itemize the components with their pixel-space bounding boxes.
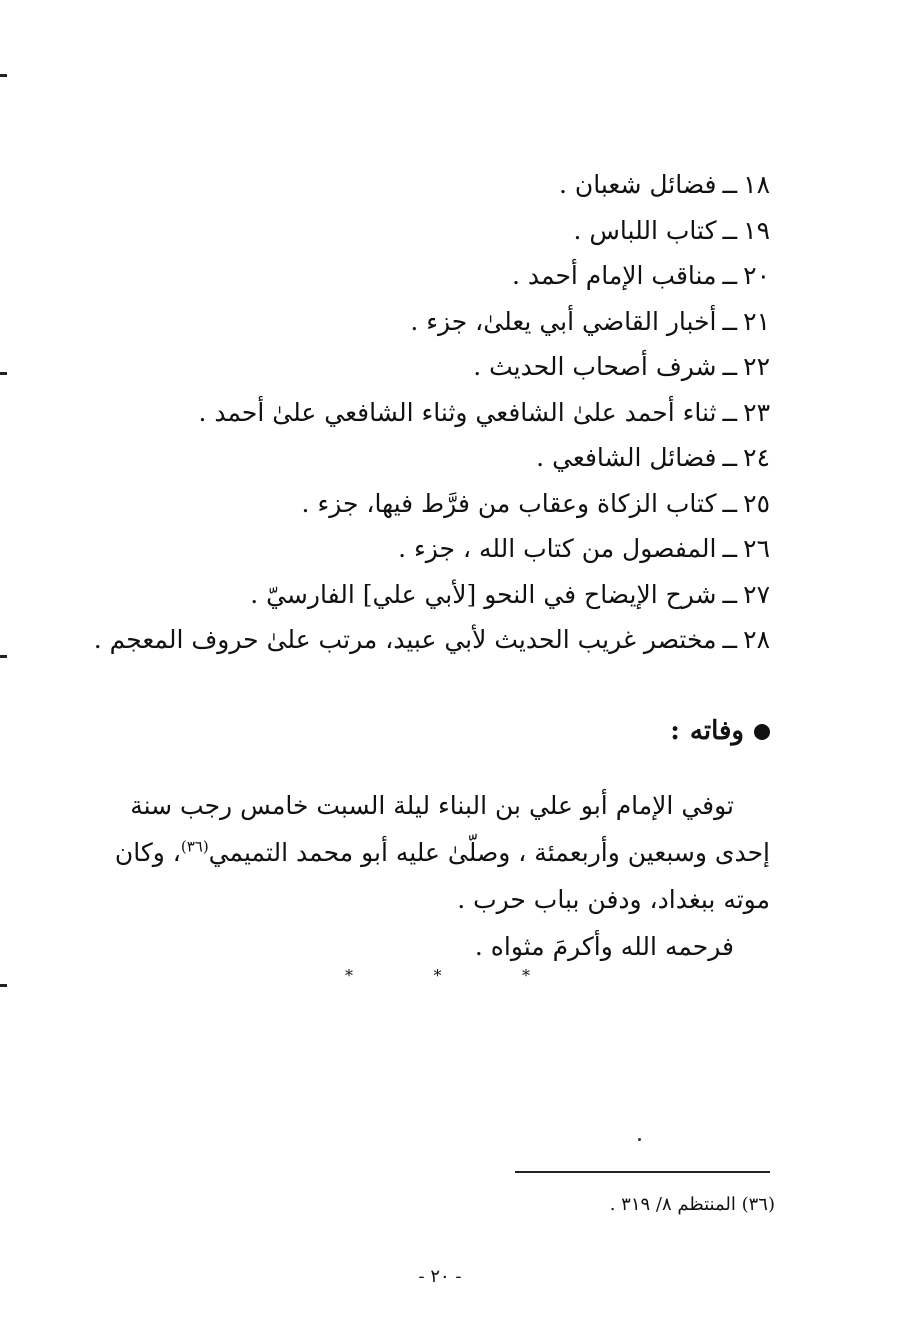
paragraph-line: فرحمه الله وأكرمَ مثواه . — [474, 932, 734, 961]
footnote-reference[interactable]: (٣٦) — [180, 837, 209, 856]
paragraph-line — [98, 829, 770, 876]
item-dash: ــ — [722, 397, 738, 427]
item-dash: ــ — [722, 170, 738, 199]
item-number: ٢٤ — [743, 443, 770, 472]
star-icon: * — [345, 966, 353, 985]
bullet-icon — [754, 724, 770, 740]
item-text: مناقب الإمام أحمد . — [511, 261, 717, 290]
works-list — [70, 162, 770, 663]
item-text: المفصول من كتاب الله ، جزء . — [398, 534, 717, 563]
item-text: فضائل الشافعي . — [536, 443, 717, 472]
item-text: كتاب اللباس . — [573, 215, 717, 245]
list-item — [70, 253, 770, 299]
margin-mark — [0, 372, 7, 375]
item-dash: ــ — [722, 488, 738, 518]
footnote-divider — [515, 1171, 770, 1173]
paragraph-line: توفي الإمام أبو علي بن البناء ليلة السبت خامس رجب سنة — [130, 791, 734, 820]
item-text: أخبار القاضي أبي يعلىٰ، جزء . — [410, 306, 717, 336]
item-text: شرح الإيضاح في النحو [لأبي علي] الفارسيّ . — [250, 579, 717, 609]
item-dash: ــ — [722, 352, 738, 381]
item-text: مختصر غريب الحديث لأبي عبيد، مرتب علىٰ حروف المعجم . — [93, 625, 717, 654]
item-text: ثناء أحمد علىٰ الشافعي وثناء الشافعي علىٰ أحمد . — [198, 397, 717, 427]
item-number: ١٩ — [743, 215, 770, 245]
list-item — [70, 481, 770, 527]
item-text: فضائل شعبان . — [558, 170, 717, 199]
item-number: ٢٣ — [743, 397, 770, 427]
list-item — [70, 572, 770, 618]
list-item — [70, 208, 770, 254]
list-item — [70, 299, 770, 345]
item-number: ٢٦ — [743, 534, 770, 563]
list-item — [70, 526, 770, 572]
item-number: ٢٧ — [743, 579, 770, 609]
footnote: (٣٦) المنتظم ٨/ ٣١٩ . — [609, 1194, 775, 1215]
item-dash: ــ — [722, 261, 738, 290]
section-title: وفاته — [689, 716, 744, 746]
item-number: ٢٠ — [743, 261, 770, 290]
paragraph-text: إحدى وسبعين وأربعمئة ، وصلّىٰ عليه أبو محمد التميمي — [208, 838, 770, 867]
section-divider-stars — [345, 966, 530, 985]
star-icon: * — [433, 966, 442, 985]
section-colon: : — [670, 716, 680, 746]
list-item — [70, 390, 770, 436]
item-dash: ــ — [722, 306, 738, 336]
list-item — [70, 162, 770, 208]
item-text: كتاب الزكاة وعقاب من فرَّط فيها، جزء . — [301, 488, 717, 518]
margin-mark — [0, 74, 7, 77]
item-dash: ــ — [722, 625, 738, 654]
item-dash: ــ — [722, 443, 738, 472]
item-number: ٢٢ — [743, 352, 770, 381]
star-icon: * — [522, 966, 530, 985]
paragraph-line: موته ببغداد، ودفن بباب حرب . — [457, 885, 770, 914]
item-number: ١٨ — [743, 170, 770, 199]
margin-mark — [0, 984, 7, 987]
item-number: ٢٥ — [743, 488, 770, 518]
death-paragraph — [98, 782, 770, 970]
item-number: ٢٨ — [743, 625, 770, 654]
section-heading — [670, 708, 770, 754]
item-dash: ــ — [722, 215, 738, 245]
item-dash: ــ — [722, 534, 738, 563]
speck — [638, 1138, 641, 1141]
list-item — [70, 617, 770, 663]
list-item — [70, 344, 770, 390]
item-text: شرف أصحاب الحديث . — [473, 352, 717, 381]
margin-mark — [0, 655, 7, 658]
list-item — [70, 435, 770, 481]
paragraph-text: ، وكان — [114, 838, 181, 867]
item-dash: ــ — [722, 579, 738, 609]
page-number: - ٢٠ - — [418, 1266, 462, 1287]
item-number: ٢١ — [743, 306, 770, 336]
